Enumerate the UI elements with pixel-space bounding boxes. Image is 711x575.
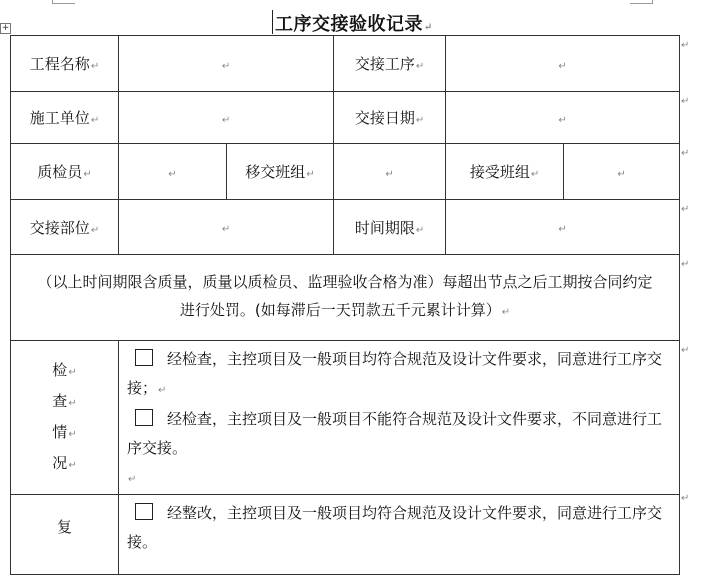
approve-checkbox[interactable] [135, 349, 153, 366]
value-cell-project-name[interactable] [119, 36, 334, 92]
label-time-limit: 时间期限 [354, 218, 415, 237]
label-handover-location: 交接部位 [29, 218, 90, 237]
margin-corner-mark-left [52, 0, 75, 4]
recheck-approve-checkbox[interactable] [135, 503, 153, 520]
value-cell-handover-location[interactable] [119, 200, 334, 255]
label-construction-unit: 施工单位 [29, 109, 90, 127]
penalty-note-line-2 [19, 296, 671, 327]
document-title-text: 工序交接验收记录 [275, 14, 423, 35]
inspection-label-char: 况↵ [52, 453, 77, 472]
paragraph-mark-icon: ↵ [221, 114, 231, 126]
table-row-handover-location [11, 200, 680, 255]
recheck-option-approve [127, 499, 673, 557]
value-cell-construction-unit[interactable] [119, 92, 334, 144]
paragraph-mark-icon: ↵ [415, 61, 425, 72]
inspection-label-char: 情↵ [52, 422, 77, 441]
paragraph-mark-icon: ↵ [158, 385, 167, 396]
penalty-note-line-2-text: 进行处罚。(如每滞后一天罚款五千元累计计算） [179, 301, 501, 319]
row-end-mark-icon: ↵ [681, 345, 690, 356]
recheck-label-char: 复 [56, 518, 72, 536]
paragraph-mark-icon: ↵ [558, 224, 567, 235]
table-row-penalty-note [11, 255, 680, 341]
row-end-mark-icon: ↵ [681, 96, 690, 107]
label-receiving-team: 接受班组 [469, 163, 530, 181]
label-cell-handing-team [227, 144, 334, 200]
paragraph-mark-icon: ↵ [415, 115, 425, 126]
value-cell-inspector[interactable] [119, 144, 227, 200]
reject-checkbox[interactable] [135, 409, 153, 426]
paragraph-mark-icon: ↵ [306, 169, 315, 180]
reject-option-text: 经检查，主控项目及一般项目不能符合规范及设计文件要求，不同意进行工序交接。 [127, 410, 663, 457]
label-handover-date: 交接日期 [354, 109, 415, 127]
label-cell-handover-date [334, 92, 446, 144]
value-cell-handing-team[interactable] [334, 144, 446, 200]
paragraph-mark-icon: ↵ [415, 224, 425, 236]
value-cell-handover-process[interactable] [446, 36, 680, 92]
label-handover-process: 交接工序 [354, 55, 415, 73]
label-cell-time-limit [334, 200, 446, 255]
row-end-mark-icon: ↵ [681, 493, 690, 504]
paragraph-mark-icon: ↵ [221, 60, 231, 72]
paragraph-mark-icon: ↵ [501, 307, 511, 318]
value-cell-time-limit[interactable] [446, 200, 680, 255]
inspection-options-cell [119, 341, 680, 495]
paragraph-mark-icon: ↵ [128, 474, 137, 485]
paragraph-mark-icon: ↵ [385, 168, 394, 180]
inspection-option-reject [127, 405, 673, 463]
paragraph-mark-icon: ↵ [168, 168, 177, 180]
label-inspector: 质检员 [37, 163, 83, 181]
paragraph-mark-icon: ↵ [558, 60, 567, 72]
paragraph-mark-icon: ↵ [68, 397, 77, 409]
value-cell-receiving-team[interactable] [564, 144, 680, 200]
recheck-label-vertical [11, 513, 118, 542]
paragraph-mark-icon: ↵ [90, 61, 100, 72]
paragraph-mark-icon: ↵ [558, 114, 567, 126]
table-row-inspector [11, 144, 680, 200]
row-end-mark-icon: ↵ [681, 259, 690, 270]
table-row-recheck [11, 495, 680, 575]
inspection-option-approve [127, 345, 673, 405]
row-end-mark-icon: ↵ [681, 204, 690, 215]
paragraph-mark-icon: ↵ [68, 459, 77, 471]
table-move-handle-icon[interactable]: + [1, 23, 10, 33]
paragraph-mark-icon: ↵ [68, 428, 77, 440]
paragraph-mark-icon: ↵ [90, 115, 100, 126]
paragraph-mark-icon: ↵ [221, 224, 231, 235]
table-row-project-name [11, 36, 680, 92]
table-row-construction-unit [11, 92, 680, 144]
margin-corner-mark-right [630, 0, 653, 4]
paragraph-mark-icon: ↵ [424, 22, 433, 33]
document-title[interactable] [272, 10, 433, 34]
handover-record-table [10, 35, 680, 575]
label-cell-receiving-team [446, 144, 564, 200]
paragraph-mark-icon: ↵ [617, 168, 626, 180]
inspection-empty-line [127, 463, 673, 494]
recheck-approve-text: 经整改，主控项目及一般项目均符合规范及设计文件要求，同意进行工序交接。 [127, 504, 663, 551]
label-handing-team: 移交班组 [245, 163, 306, 181]
label-cell-inspection [11, 341, 119, 495]
paragraph-mark-icon: ↵ [83, 169, 92, 180]
row-end-mark-icon: ↵ [681, 148, 690, 159]
label-cell-construction-unit [11, 92, 119, 144]
paragraph-mark-icon: ↵ [90, 224, 100, 236]
inspection-label-char: 查↵ [52, 391, 77, 410]
penalty-note-line-1: （以上时间期限含质量，质量以质检员、监理验收合格为准）每超出节点之后工期按合同约定 [37, 273, 653, 291]
paragraph-mark-icon: ↵ [68, 366, 77, 378]
label-cell-recheck [11, 495, 119, 575]
label-cell-handover-location [11, 200, 119, 255]
approve-option-text: 经检查，主控项目及一般项目均符合规范及设计文件要求，同意进行工序交接； [127, 350, 663, 397]
paragraph-mark-icon: ↵ [530, 169, 540, 180]
value-cell-handover-date[interactable] [446, 92, 680, 144]
table-row-inspection [11, 341, 680, 495]
recheck-options-cell [119, 495, 680, 575]
label-cell-inspector [11, 144, 119, 200]
label-cell-handover-process [334, 36, 446, 92]
row-end-mark-icon: ↵ [681, 40, 690, 51]
label-cell-project-name [11, 36, 119, 92]
inspection-label-vertical [11, 356, 118, 480]
inspection-label-char: 检↵ [52, 360, 77, 379]
label-project-name: 工程名称 [29, 55, 90, 73]
penalty-note-cell[interactable] [11, 255, 680, 341]
